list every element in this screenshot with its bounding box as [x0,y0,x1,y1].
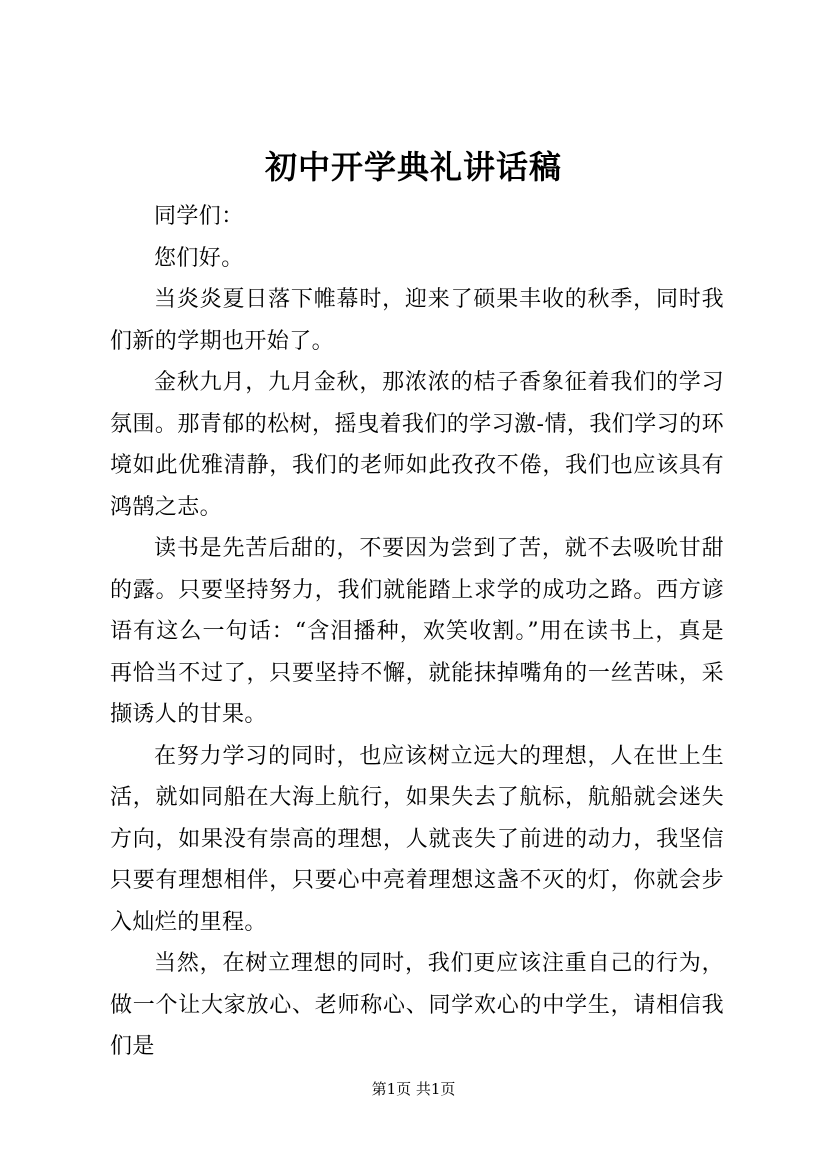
paragraph: 金秋九月，九月金秋，那浓浓的桔子香象征着我们的学习氛围。那青郁的松树，摇曳着我们的学习激-情，我们学习的环境如此优雅清静，我们的老师如此孜孜不倦，我们也应该具有鸿鹄之志。 [110,370,724,520]
paragraph-salutation: 您们好。 [154,245,244,271]
document-body [110,196,724,1068]
paragraph: 读书是先苦后甜的，不要因为尝到了苦，就不去吸吮甘甜的露。只要坚持努力，我们就能踏上求学的成功之路。西方谚语有这么一句话：“含泪播种，欢笑收割。”用在读书上，真是再恰当不过了，只要坚持不懈，就能抹掉嘴角的一丝苦味，采撷诱人的甘果。 [110,536,724,727]
paragraph: 当然，在树立理想的同时，我们更应该注重自己的行为，做一个让大家放心、老师称心、同学欢心的中学生，请相信我们是 [110,951,724,1059]
page-number-footer: 第1页 共1页 [371,1080,456,1098]
paragraph: 在努力学习的同时，也应该树立远大的理想，人在世上生活，就如同船在大海上航行，如果失去了航标，航船就会迷失方向，如果没有崇高的理想，人就丧失了前进的动力，我坚信只要有理想相伴，只要心中亮着理想这盏不灭的灯，你就会步入灿烂的里程。 [110,743,724,935]
paragraph-greeting: 同学们： [154,204,244,229]
document-title: 初中开学典礼讲话稿 [264,148,562,186]
paragraph: 当炎炎夏日落下帷幕时，迎来了硕果丰收的秋季，同时我们新的学期也开始了。 [110,287,724,354]
